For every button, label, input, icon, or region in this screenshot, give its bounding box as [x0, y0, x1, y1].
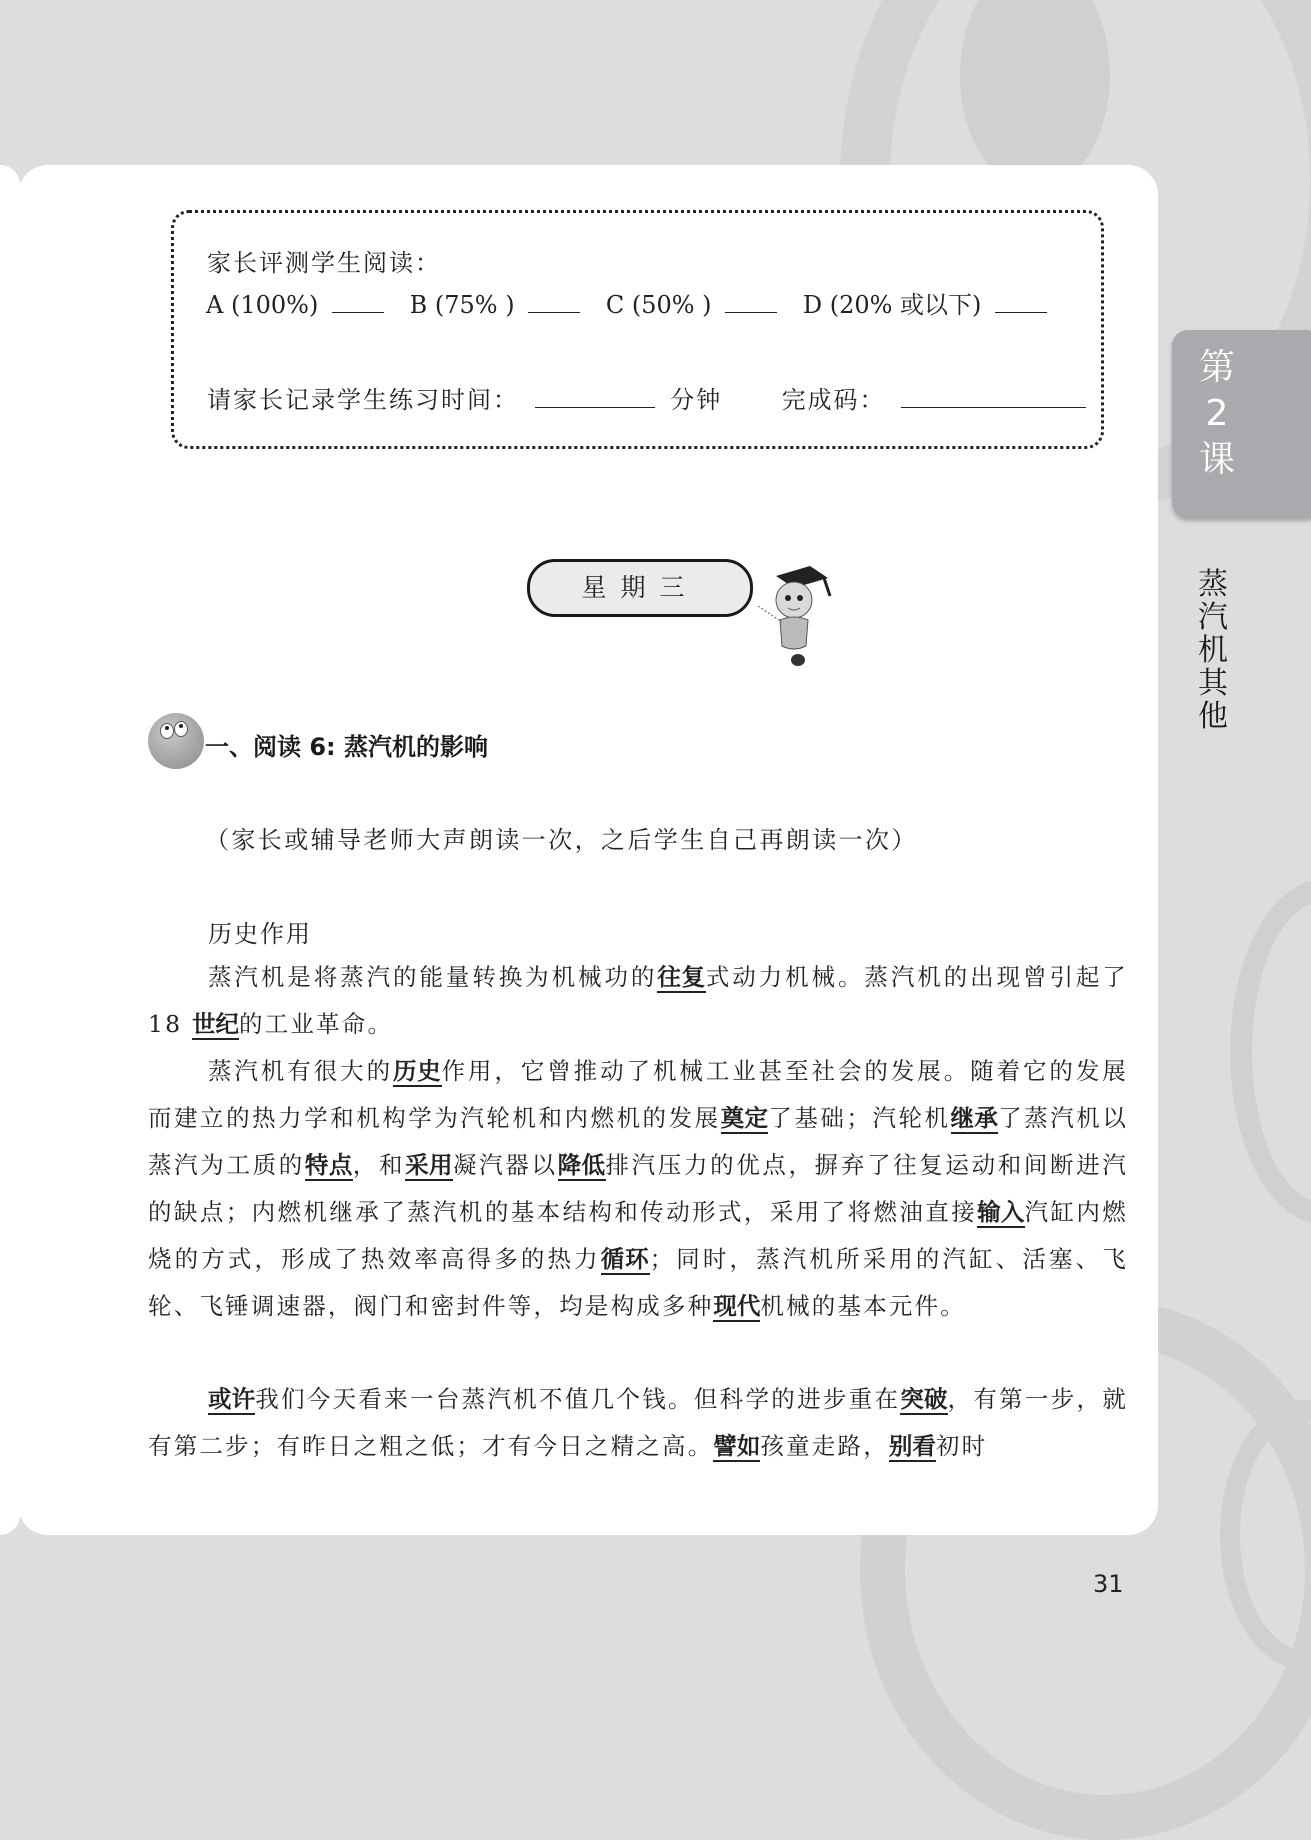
paragraph-text: 孩童走路，	[760, 1432, 889, 1460]
paragraph-text: 了蒸汽机以蒸汽为工质的	[148, 1104, 1129, 1179]
rating-options	[206, 285, 1053, 320]
paragraph-text: 凝汽器以	[453, 1151, 558, 1179]
vocab-word: 或许	[208, 1385, 256, 1413]
graduate-mascot-icon	[758, 560, 838, 670]
day-badge: 星期三	[527, 559, 753, 617]
left-page-edge	[0, 165, 20, 1535]
subheading: 历史作用	[208, 920, 312, 948]
practice-time-row	[207, 380, 1092, 415]
vocab-word: 继承	[950, 1104, 999, 1132]
chapter-tab-label: 第 2 课	[1198, 347, 1235, 480]
vocab-word: 往复	[657, 963, 706, 991]
vocab-word: 输入	[977, 1198, 1025, 1226]
completion-code-field[interactable]	[901, 385, 1086, 408]
paragraph-text: 作用，它曾推动了机械工业甚至社会的发展。随着它的发展而建立的热力学和机构学为汽轮机和内燃机的发展	[148, 1057, 1129, 1132]
paragraph-text: 蒸汽机是将蒸汽的能量转换为机械功的	[208, 963, 658, 991]
paragraph-text: ，有第一步，就有第二步；有昨日之粗之低；才有今日之精之高。	[148, 1385, 1129, 1460]
completion-code-label: 完成码：	[781, 386, 886, 414]
rating-option-a-label: A (100%)	[206, 291, 319, 319]
vocab-word: 突破	[900, 1385, 948, 1413]
rating-option-d-label: D (20% 或以下)	[802, 291, 982, 319]
rating-option-a-blank[interactable]	[332, 290, 384, 313]
paragraph-text: 式动力机械。蒸汽机的出现曾引起了 18	[148, 963, 1129, 1038]
rating-option-c-blank[interactable]	[725, 290, 777, 313]
practice-time-label: 请家长记录学生练习时间：	[207, 386, 519, 414]
parent-eval-title: 家长评测学生阅读：	[207, 249, 441, 277]
practice-time-field[interactable]	[535, 385, 655, 408]
vocab-word: 循环	[600, 1245, 650, 1273]
paragraph-text: 机械的基本元件。	[760, 1292, 967, 1320]
rating-option-b-blank[interactable]	[528, 290, 580, 313]
paragraph-text: 排汽压力的优点，摒弃了往复运动和间断进汽的缺点；内燃机继承了蒸汽机的基本结构和传动形式，采用了将燃油直接	[148, 1151, 1129, 1226]
vocab-word: 譬如	[713, 1432, 761, 1460]
vocab-word: 历史	[393, 1057, 442, 1085]
paragraph-text: 了基础；汽轮机	[768, 1104, 951, 1132]
vocab-word: 降低	[557, 1151, 606, 1179]
vocab-word: 现代	[713, 1292, 761, 1320]
paragraph-text: ，和	[352, 1151, 406, 1179]
rating-option-c-label: C (50% )	[605, 291, 712, 319]
chapter-title-vertical: 蒸 汽 机 其 他	[1198, 567, 1228, 734]
vocab-word: 世纪	[191, 1010, 239, 1038]
vocab-word: 采用	[405, 1151, 453, 1179]
vocab-word: 别看	[888, 1432, 936, 1460]
vocab-word: 特点	[304, 1151, 353, 1179]
rating-option-d-blank[interactable]	[995, 290, 1047, 313]
reading-instruction: （家长或辅导老师大声朗读一次，之后学生自己再朗读一次）	[205, 826, 918, 854]
paragraph-text: 汽缸内燃烧的方式，形成了热效率高得多的热力	[148, 1198, 1128, 1273]
vocab-word: 奠定	[720, 1104, 769, 1132]
paragraph-text: 的工业革命。	[238, 1010, 394, 1038]
page-number: 31	[1093, 1570, 1124, 1598]
paragraph-text: ；同时，蒸汽机所采用的汽缸、活塞、飞轮、飞锤调速器，阀门和密封件等，均是构成多种	[148, 1245, 1129, 1320]
paragraph-2	[148, 1048, 1128, 1330]
paragraph-text: 蒸汽机有很大的	[208, 1057, 394, 1085]
paragraph-3	[148, 1376, 1128, 1470]
practice-time-unit: 分钟	[670, 386, 723, 414]
smiley-icon	[148, 713, 204, 769]
paragraph-text: 初时	[935, 1432, 988, 1460]
rating-option-b-label: B (75% )	[409, 291, 515, 319]
section-heading: 一、阅读 6: 蒸汽机的影响	[205, 733, 489, 761]
paragraph-text: 我们今天看来一台蒸汽机不值几个钱。但科学的进步重在	[255, 1385, 901, 1413]
paragraph-1	[148, 954, 1128, 1048]
background-ring-right-1	[1230, 880, 1311, 1224]
